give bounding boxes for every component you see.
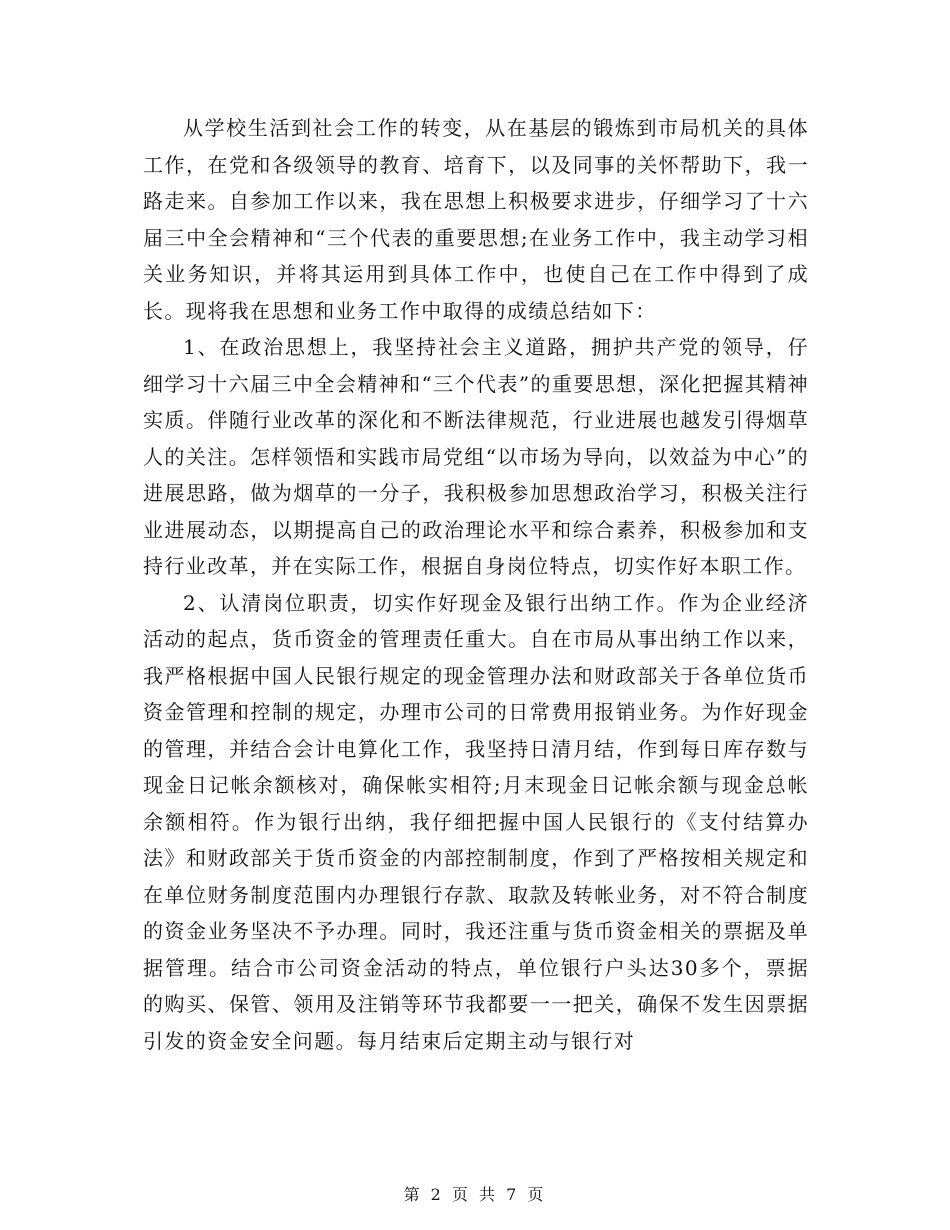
- paragraph-political-thought: 1、在政治思想上，我坚持社会主义道路，拥护共产党的领导，仔细学习十六届三中全会精神和“三个代表”的重要思想，深化把握其精神实质。伴随行业改革的深化和不断法律规范，行业进展也越发引得烟草人的关注。怎样领悟和实践市局党组“以市场为导向，以效益为中心”的进展思路，做为烟草的一分子，我积极参加思想政治学习，积极关注行业进展动态，以期提高自己的政治理论水平和综合素养，积极参加和支持行业改革，并在实际工作，根据自身岗位特点，切实作好本职工作。: [143, 335, 809, 578]
- page-number-footer: 第 2 页 共 7 页: [403, 1185, 547, 1204]
- paragraph-cashier-duties: 2、认清岗位职责，切实作好现金及银行出纳工作。作为企业经济活动的起点，货币资金的管理责任重大。自在市局从事出纳工作以来，我严格根据中国人民银行规定的现金管理办法和财政部关于各单位货币资金管理和控制的规定，办理市公司的日常费用报销业务。为作好现金的管理，并结合会计电算化工作，我坚持日清月结，作到每日库存数与现金日记帐余额核对，确保帐实相符;月末现金日记帐余额与现金总帐余额相符。作为银行出纳，我仔细把握中国人民银行的《支付结算办法》和财政部关于货币资金的内部控制制度，作到了严格按相关规定和在单位财务制度范围内办理银行存款、取款及转帐业务，对不符合制度的资金业务坚决不予办理。同时，我还注重与货币资金相关的票据及单据管理。结合市公司资金活动的特点，单位银行户头达30多个，票据的购买、保管、领用及注销等环节我都要一一把关，确保不发生因票据引发的资金安全问题。每月结束后定期主动与银行对: [143, 590, 809, 1053]
- document-body: [143, 110, 809, 1059]
- paragraph-intro: 从学校生活到社会工作的转变，从在基层的锻炼到市局机关的具体工作，在党和各级领导的教育、培育下，以及同事的关怀帮助下，我一路走来。自参加工作以来，我在思想上积极要求进步，仔细学习了十六届三中全会精神和“三个代表的重要思想;在业务工作中，我主动学习相关业务知识，并将其运用到具体工作中，也使自己在工作中得到了成长。现将我在思想和业务工作中取得的成绩总结如下：: [143, 116, 809, 323]
